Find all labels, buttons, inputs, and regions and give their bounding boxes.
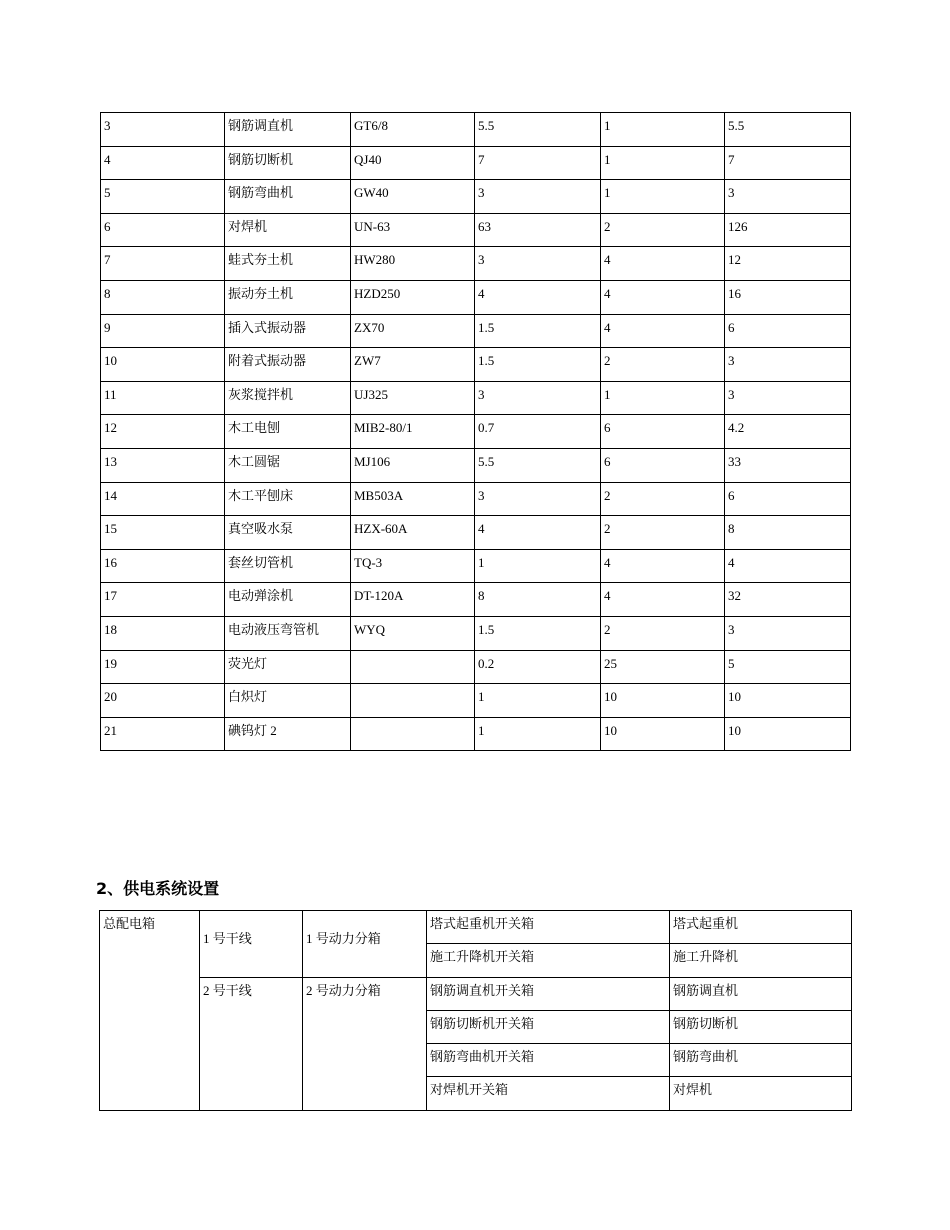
row-number-cell: 18 <box>101 616 225 650</box>
total-power-cell: 4 <box>725 549 851 583</box>
model-cell <box>351 717 475 751</box>
equipment-name-cell: 振动夯土机 <box>225 280 351 314</box>
table-row <box>101 180 851 214</box>
table-row <box>101 549 851 583</box>
row-number-cell: 13 <box>101 448 225 482</box>
power-cell: 3 <box>475 247 601 281</box>
quantity-cell: 2 <box>601 213 725 247</box>
equipment-name-cell: 木工圆锯 <box>225 448 351 482</box>
table-row <box>101 146 851 180</box>
equipment-cell: 钢筋切断机 <box>670 1010 852 1043</box>
quantity-cell: 10 <box>601 684 725 718</box>
total-power-cell: 8 <box>725 516 851 550</box>
model-cell: HZX-60A <box>351 516 475 550</box>
equipment-name-cell: 真空吸水泵 <box>225 516 351 550</box>
model-cell: TQ-3 <box>351 549 475 583</box>
table-row <box>101 482 851 516</box>
model-cell: HZD250 <box>351 280 475 314</box>
quantity-cell: 2 <box>601 348 725 382</box>
model-cell: DT-120A <box>351 583 475 617</box>
total-power-cell: 4.2 <box>725 415 851 449</box>
row-number-cell: 4 <box>101 146 225 180</box>
quantity-cell: 1 <box>601 180 725 214</box>
power-cell: 3 <box>475 180 601 214</box>
table-row <box>101 717 851 751</box>
table-row <box>101 348 851 382</box>
model-cell <box>351 684 475 718</box>
model-cell: UN-63 <box>351 213 475 247</box>
equipment-name-cell: 钢筋切断机 <box>225 146 351 180</box>
row-number-cell: 19 <box>101 650 225 684</box>
power-cell: 3 <box>475 482 601 516</box>
total-power-cell: 5.5 <box>725 113 851 147</box>
equipment-cell: 钢筋弯曲机 <box>670 1044 852 1077</box>
quantity-cell: 6 <box>601 448 725 482</box>
row-number-cell: 14 <box>101 482 225 516</box>
switch-box-cell: 对焊机开关箱 <box>427 1077 670 1110</box>
row-number-cell: 16 <box>101 549 225 583</box>
table-row <box>101 213 851 247</box>
row-number-cell: 6 <box>101 213 225 247</box>
table-row <box>100 977 852 1010</box>
table-row <box>101 516 851 550</box>
row-number-cell: 5 <box>101 180 225 214</box>
equipment-name-cell: 碘钨灯 2 <box>225 717 351 751</box>
table-row <box>101 247 851 281</box>
equipment-name-cell: 钢筋调直机 <box>225 113 351 147</box>
switch-box-cell: 钢筋弯曲机开关箱 <box>427 1044 670 1077</box>
total-power-cell: 3 <box>725 381 851 415</box>
total-power-cell: 7 <box>725 146 851 180</box>
equipment-cell: 钢筋调直机 <box>670 977 852 1010</box>
quantity-cell: 1 <box>601 146 725 180</box>
power-cell: 1.5 <box>475 348 601 382</box>
power-cell: 7 <box>475 146 601 180</box>
switch-box-cell: 钢筋切断机开关箱 <box>427 1010 670 1043</box>
quantity-cell: 6 <box>601 415 725 449</box>
table-row <box>101 650 851 684</box>
table-row <box>101 381 851 415</box>
section-heading: 2、供电系统设置 <box>96 879 220 898</box>
row-number-cell: 21 <box>101 717 225 751</box>
table-row <box>100 911 852 944</box>
model-cell: UJ325 <box>351 381 475 415</box>
power-cell: 1 <box>475 549 601 583</box>
total-power-cell: 16 <box>725 280 851 314</box>
equipment-name-cell: 荧光灯 <box>225 650 351 684</box>
row-number-cell: 7 <box>101 247 225 281</box>
power-cell: 4 <box>475 280 601 314</box>
equipment-name-cell: 附着式振动器 <box>225 348 351 382</box>
model-cell <box>351 650 475 684</box>
model-cell: GT6/8 <box>351 113 475 147</box>
quantity-cell: 1 <box>601 113 725 147</box>
table-row <box>101 314 851 348</box>
model-cell: MIB2-80/1 <box>351 415 475 449</box>
equipment-name-cell: 电动液压弯管机 <box>225 616 351 650</box>
total-power-cell: 32 <box>725 583 851 617</box>
trunk-line-1-cell: 1 号干线 <box>200 911 303 978</box>
quantity-cell: 2 <box>601 516 725 550</box>
table-row <box>101 280 851 314</box>
equipment-name-cell: 钢筋弯曲机 <box>225 180 351 214</box>
total-power-cell: 3 <box>725 348 851 382</box>
power-cell: 5.5 <box>475 113 601 147</box>
power-box-1-cell: 1 号动力分箱 <box>303 911 427 978</box>
row-number-cell: 8 <box>101 280 225 314</box>
power-cell: 1 <box>475 684 601 718</box>
equipment-name-cell: 套丝切管机 <box>225 549 351 583</box>
equipment-name-cell: 插入式振动器 <box>225 314 351 348</box>
total-power-cell: 5 <box>725 650 851 684</box>
power-cell: 1 <box>475 717 601 751</box>
equipment-cell: 对焊机 <box>670 1077 852 1110</box>
equipment-name-cell: 木工平刨床 <box>225 482 351 516</box>
model-cell: ZW7 <box>351 348 475 382</box>
total-power-cell: 10 <box>725 684 851 718</box>
row-number-cell: 17 <box>101 583 225 617</box>
total-power-cell: 12 <box>725 247 851 281</box>
model-cell: ZX70 <box>351 314 475 348</box>
equipment-name-cell: 灰浆搅拌机 <box>225 381 351 415</box>
model-cell: WYQ <box>351 616 475 650</box>
equipment-table <box>100 112 851 751</box>
equipment-name-cell: 蛙式夯土机 <box>225 247 351 281</box>
main-distribution-box-cell: 总配电箱 <box>100 911 200 1111</box>
total-power-cell: 3 <box>725 180 851 214</box>
switch-box-cell: 钢筋调直机开关箱 <box>427 977 670 1010</box>
total-power-cell: 126 <box>725 213 851 247</box>
row-number-cell: 20 <box>101 684 225 718</box>
total-power-cell: 6 <box>725 482 851 516</box>
total-power-cell: 6 <box>725 314 851 348</box>
row-number-cell: 12 <box>101 415 225 449</box>
row-number-cell: 10 <box>101 348 225 382</box>
model-cell: QJ40 <box>351 146 475 180</box>
row-number-cell: 11 <box>101 381 225 415</box>
model-cell: MJ106 <box>351 448 475 482</box>
switch-box-cell: 塔式起重机开关箱 <box>427 911 670 944</box>
row-number-cell: 15 <box>101 516 225 550</box>
total-power-cell: 33 <box>725 448 851 482</box>
model-cell: MB503A <box>351 482 475 516</box>
power-cell: 1.5 <box>475 616 601 650</box>
quantity-cell: 2 <box>601 616 725 650</box>
table-row <box>101 113 851 147</box>
power-cell: 0.7 <box>475 415 601 449</box>
equipment-cell: 施工升降机 <box>670 944 852 977</box>
equipment-name-cell: 木工电刨 <box>225 415 351 449</box>
quantity-cell: 4 <box>601 583 725 617</box>
power-cell: 8 <box>475 583 601 617</box>
quantity-cell: 25 <box>601 650 725 684</box>
power-cell: 63 <box>475 213 601 247</box>
equipment-name-cell: 白炽灯 <box>225 684 351 718</box>
power-cell: 5.5 <box>475 448 601 482</box>
total-power-cell: 10 <box>725 717 851 751</box>
power-cell: 3 <box>475 381 601 415</box>
quantity-cell: 4 <box>601 549 725 583</box>
table-row <box>101 684 851 718</box>
quantity-cell: 4 <box>601 314 725 348</box>
power-cell: 4 <box>475 516 601 550</box>
equipment-name-cell: 对焊机 <box>225 213 351 247</box>
power-box-2-cell: 2 号动力分箱 <box>303 977 427 1110</box>
power-cell: 0.2 <box>475 650 601 684</box>
quantity-cell: 1 <box>601 381 725 415</box>
table-row <box>101 616 851 650</box>
table-row <box>101 415 851 449</box>
model-cell: HW280 <box>351 247 475 281</box>
table-row <box>101 583 851 617</box>
total-power-cell: 3 <box>725 616 851 650</box>
equipment-cell: 塔式起重机 <box>670 911 852 944</box>
power-cell: 1.5 <box>475 314 601 348</box>
row-number-cell: 9 <box>101 314 225 348</box>
switch-box-cell: 施工升降机开关箱 <box>427 944 670 977</box>
quantity-cell: 10 <box>601 717 725 751</box>
quantity-cell: 4 <box>601 247 725 281</box>
table-row <box>101 448 851 482</box>
equipment-name-cell: 电动弹涂机 <box>225 583 351 617</box>
row-number-cell: 3 <box>101 113 225 147</box>
trunk-line-2-cell: 2 号干线 <box>200 977 303 1110</box>
quantity-cell: 2 <box>601 482 725 516</box>
power-distribution-table <box>99 910 852 1111</box>
quantity-cell: 4 <box>601 280 725 314</box>
model-cell: GW40 <box>351 180 475 214</box>
